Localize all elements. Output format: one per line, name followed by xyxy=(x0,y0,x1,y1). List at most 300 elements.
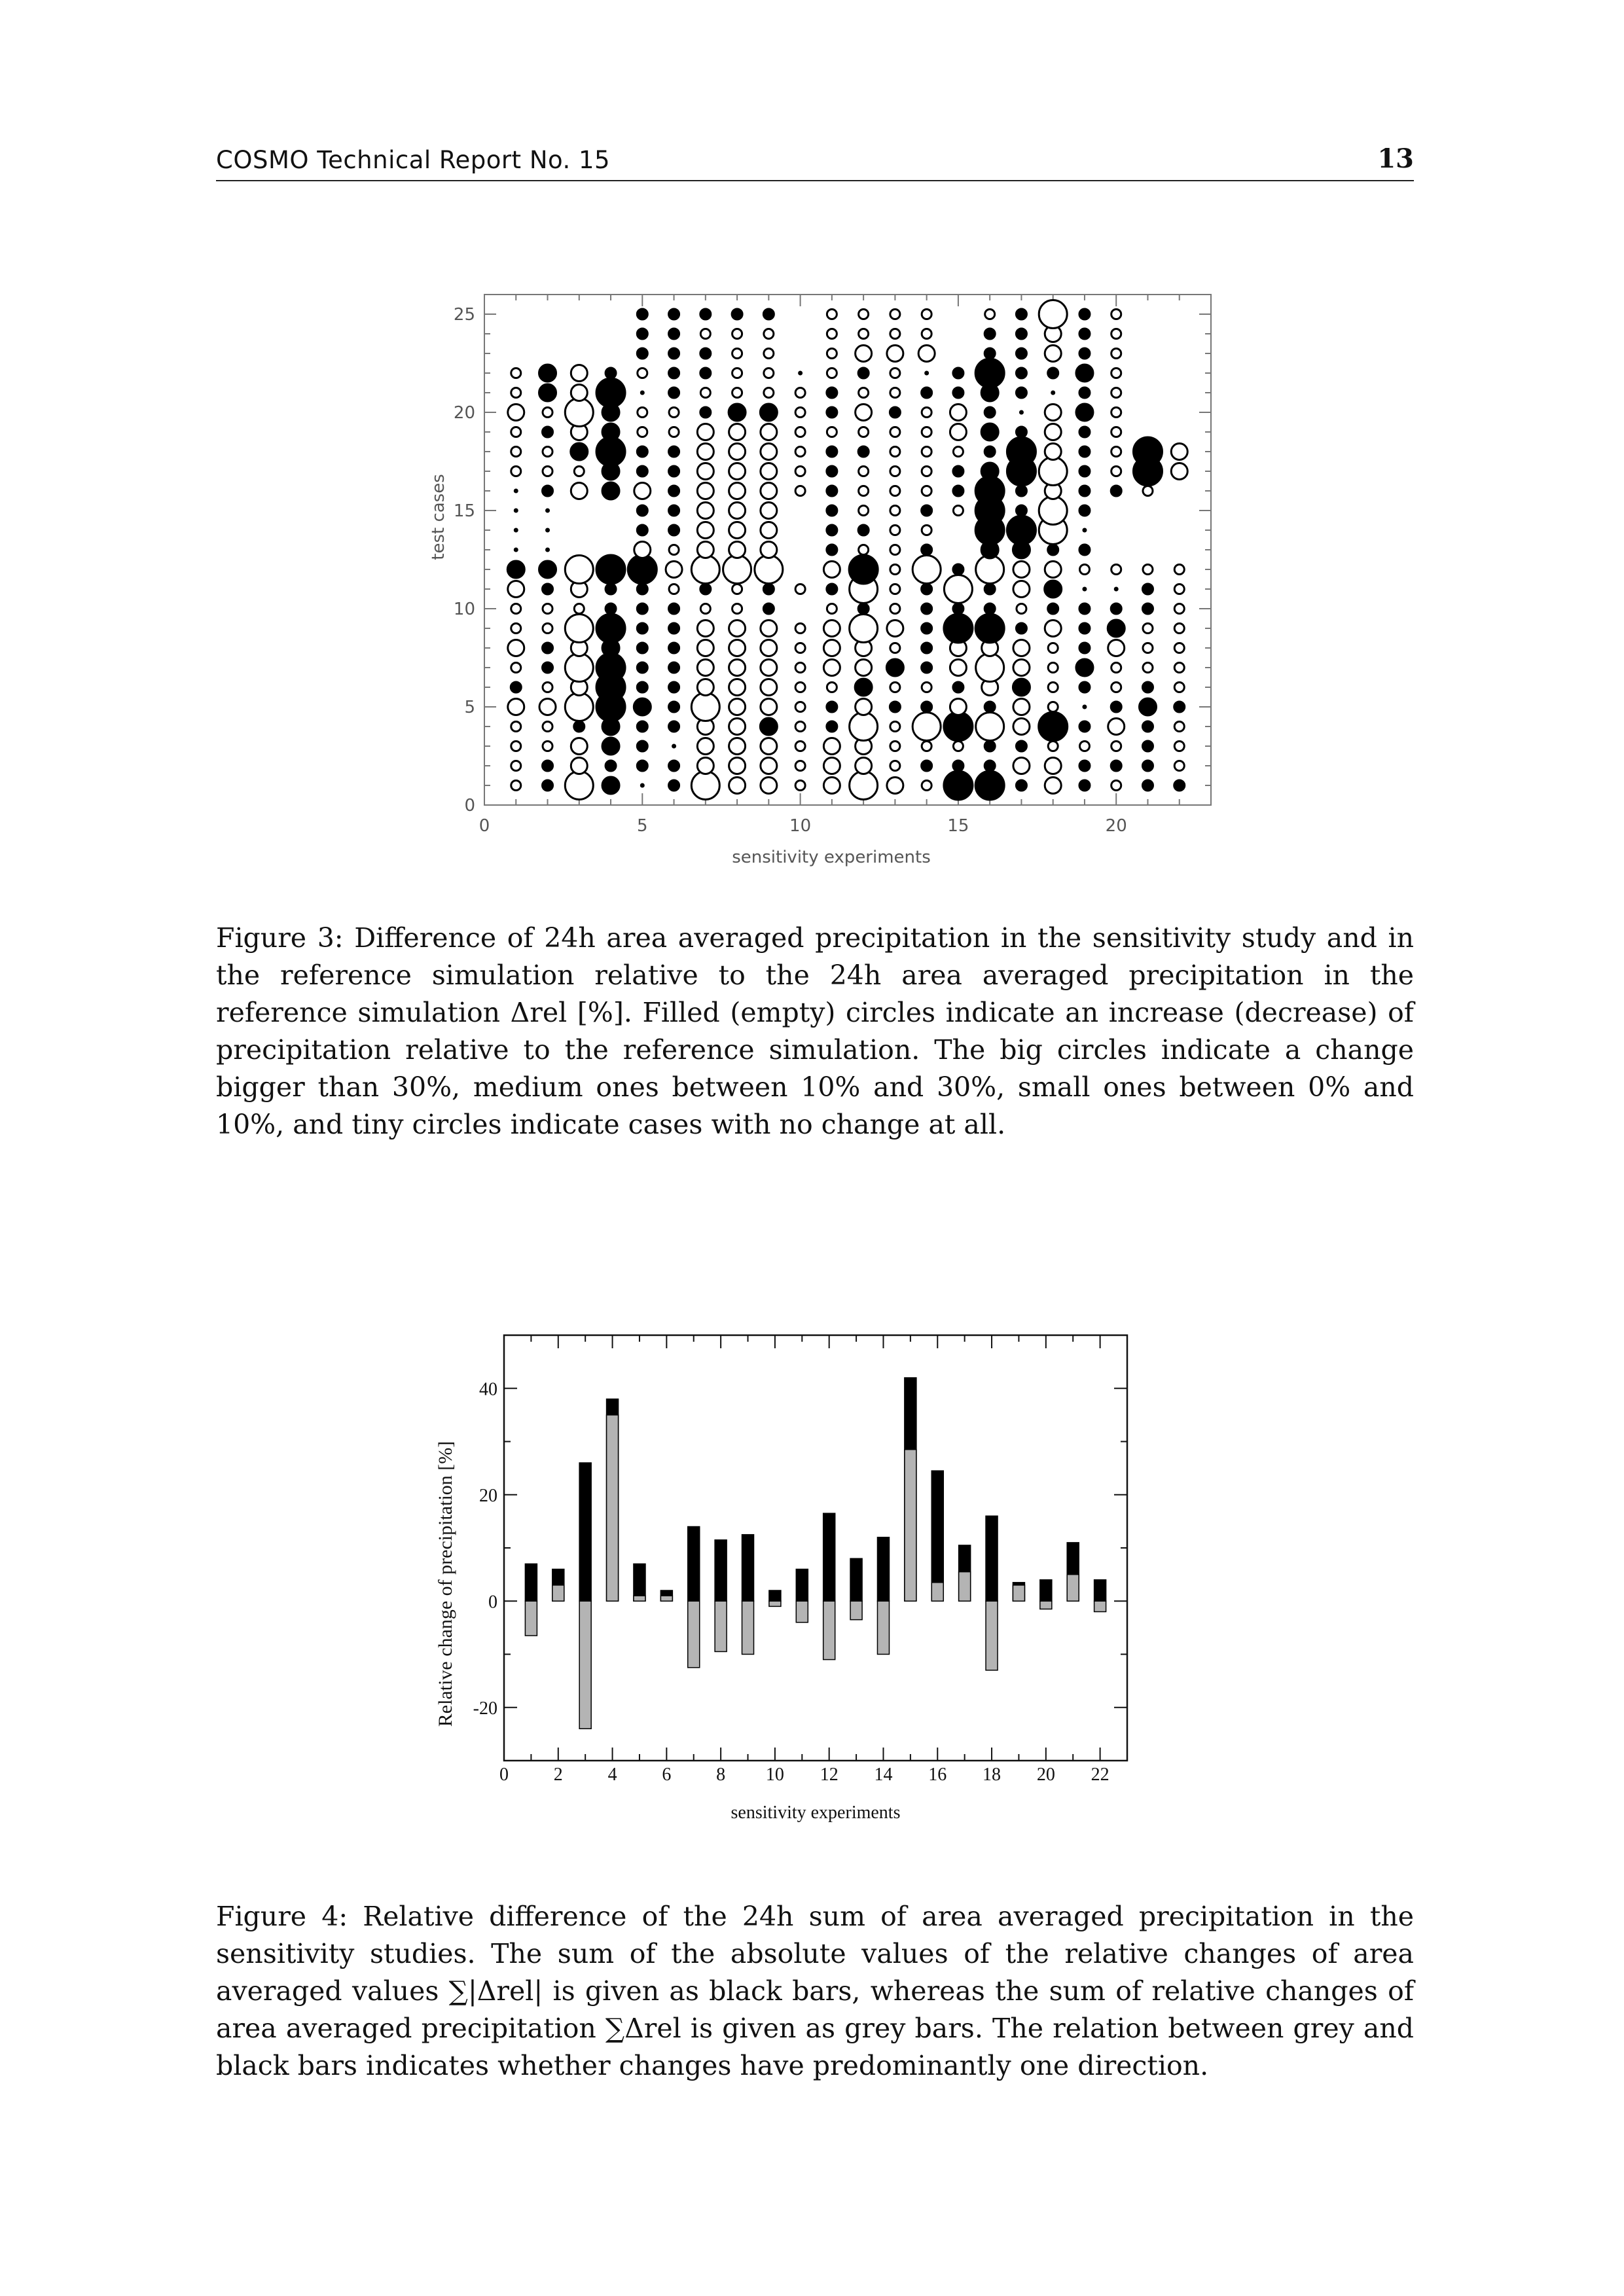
data-point xyxy=(795,486,805,496)
data-point xyxy=(732,349,742,359)
data-point xyxy=(857,446,869,457)
data-point xyxy=(1039,457,1067,486)
data-point xyxy=(1142,760,1153,772)
data-point xyxy=(543,408,552,418)
data-point xyxy=(1079,485,1091,497)
data-point xyxy=(856,758,872,774)
page-number: 13 xyxy=(1377,143,1414,174)
data-point xyxy=(922,486,931,496)
data-point xyxy=(1013,719,1030,735)
data-point xyxy=(668,446,680,457)
x-axis-label: sensitivity experiments xyxy=(732,848,931,867)
bar-sum xyxy=(986,1601,998,1670)
data-point xyxy=(827,683,837,692)
data-point xyxy=(761,522,777,539)
data-point xyxy=(975,613,1005,643)
data-point xyxy=(669,584,679,594)
data-point xyxy=(975,770,1005,800)
bar-abs-sum xyxy=(796,1570,808,1602)
data-point xyxy=(1015,622,1027,634)
data-point xyxy=(640,391,644,395)
data-point xyxy=(1019,410,1023,414)
data-point xyxy=(514,489,518,493)
data-point xyxy=(511,742,521,751)
data-point xyxy=(638,427,647,437)
data-point xyxy=(605,583,617,595)
data-point xyxy=(889,406,901,418)
data-point xyxy=(984,740,996,752)
data-point xyxy=(761,483,777,499)
data-point xyxy=(952,603,964,615)
plot-frame xyxy=(484,295,1211,805)
data-point xyxy=(573,721,585,732)
data-point xyxy=(1111,447,1121,457)
data-point xyxy=(1045,758,1061,774)
data-point xyxy=(795,781,805,791)
data-point xyxy=(761,444,777,460)
data-point xyxy=(823,778,840,794)
data-point xyxy=(514,528,518,532)
x-tick-label: 6 xyxy=(662,1765,672,1785)
data-point xyxy=(1015,426,1027,438)
data-point xyxy=(795,447,805,457)
data-point xyxy=(565,556,593,584)
data-point xyxy=(761,503,777,519)
data-point xyxy=(729,620,746,637)
data-point xyxy=(857,603,869,615)
data-point xyxy=(795,702,805,712)
data-point xyxy=(1015,485,1027,497)
data-point xyxy=(952,367,964,379)
y-tick-label: 25 xyxy=(453,305,475,325)
x-tick-label: 5 xyxy=(637,816,648,836)
data-point xyxy=(985,310,995,319)
data-point xyxy=(850,772,878,800)
data-point xyxy=(729,444,746,460)
data-point xyxy=(826,701,838,713)
data-point xyxy=(859,506,869,516)
bar-abs-sum xyxy=(1040,1580,1052,1602)
data-point xyxy=(565,399,593,427)
data-point xyxy=(764,368,774,378)
data-point xyxy=(729,738,746,755)
data-point xyxy=(634,483,651,499)
bar-sum xyxy=(634,1596,645,1601)
data-point xyxy=(1142,780,1153,791)
data-point xyxy=(943,770,973,800)
y-tick-label: 0 xyxy=(488,1592,497,1613)
bar-abs-sum xyxy=(688,1527,700,1602)
data-point xyxy=(921,760,933,772)
data-point xyxy=(1079,387,1091,399)
data-point xyxy=(636,622,648,634)
data-point xyxy=(922,467,931,476)
bar-sum xyxy=(796,1601,808,1623)
data-point xyxy=(823,738,840,755)
data-point xyxy=(729,699,746,715)
data-point xyxy=(542,583,554,595)
data-point xyxy=(952,387,964,399)
data-point xyxy=(1047,603,1059,615)
data-point xyxy=(697,444,713,460)
data-point xyxy=(921,544,933,556)
data-point xyxy=(636,721,648,732)
data-point xyxy=(1143,624,1153,634)
data-point xyxy=(827,427,837,437)
data-point xyxy=(700,406,712,418)
data-point xyxy=(1079,348,1091,359)
data-point xyxy=(759,403,778,422)
data-point xyxy=(542,642,554,654)
data-point xyxy=(511,467,521,476)
data-point xyxy=(1079,505,1091,516)
data-point xyxy=(507,560,525,579)
bar-abs-sum xyxy=(823,1513,835,1601)
data-point xyxy=(761,758,777,774)
data-point xyxy=(700,329,710,339)
bar-sum xyxy=(823,1601,835,1659)
data-point xyxy=(1039,300,1067,329)
page-header xyxy=(216,141,1414,181)
data-point xyxy=(1079,622,1091,634)
data-point xyxy=(1079,603,1091,615)
data-point xyxy=(826,524,838,536)
data-point xyxy=(1038,711,1068,742)
data-point xyxy=(984,701,996,713)
data-point xyxy=(890,722,900,732)
data-point xyxy=(953,447,963,457)
data-point xyxy=(827,310,837,319)
data-point xyxy=(1174,624,1184,634)
data-point xyxy=(508,640,524,656)
data-point xyxy=(922,683,931,692)
data-point xyxy=(976,713,1004,741)
data-point xyxy=(542,780,554,791)
data-point xyxy=(574,467,584,476)
data-point xyxy=(602,776,620,795)
data-point xyxy=(859,388,869,398)
x-tick-label: 20 xyxy=(1105,816,1127,836)
data-point xyxy=(984,583,996,595)
data-point xyxy=(1045,424,1061,440)
data-point xyxy=(890,683,900,692)
data-point xyxy=(636,662,648,673)
data-point xyxy=(565,772,593,800)
data-point xyxy=(636,348,648,359)
data-point xyxy=(1174,565,1184,575)
data-point xyxy=(859,467,869,476)
data-point xyxy=(1108,640,1125,656)
data-point xyxy=(543,447,552,457)
data-point xyxy=(636,308,648,320)
data-point xyxy=(1142,721,1153,732)
data-point xyxy=(636,524,648,536)
data-point xyxy=(539,384,557,402)
data-point xyxy=(761,738,777,755)
data-point xyxy=(1142,603,1153,615)
data-point xyxy=(1045,562,1061,578)
x-tick-label: 16 xyxy=(928,1765,947,1785)
data-point xyxy=(574,604,584,614)
data-point xyxy=(944,575,972,603)
data-point xyxy=(922,742,931,751)
bar-sum xyxy=(931,1583,943,1601)
data-point xyxy=(636,465,648,477)
data-point xyxy=(729,542,746,558)
y-tick-label: 40 xyxy=(479,1379,497,1400)
data-point xyxy=(508,404,524,421)
data-point xyxy=(918,346,935,362)
data-point xyxy=(984,328,996,340)
data-point xyxy=(912,556,941,584)
data-point xyxy=(1015,780,1027,791)
data-point xyxy=(1174,742,1184,751)
data-point xyxy=(1006,437,1036,467)
data-point xyxy=(511,447,521,457)
x-tick-label: 22 xyxy=(1091,1765,1110,1785)
data-point xyxy=(1174,643,1184,653)
data-point xyxy=(950,660,966,676)
data-point xyxy=(1111,329,1121,339)
data-point xyxy=(827,368,837,378)
data-point xyxy=(795,427,805,437)
y-tick-label: 20 xyxy=(479,1485,497,1506)
data-point xyxy=(668,465,680,477)
x-tick-label: 8 xyxy=(716,1765,726,1785)
data-point xyxy=(921,505,933,516)
data-point xyxy=(1142,583,1153,595)
y-tick-label: -20 xyxy=(473,1698,497,1719)
data-point xyxy=(1048,742,1058,751)
data-point xyxy=(1006,515,1036,545)
data-point xyxy=(984,603,996,615)
data-point xyxy=(514,509,518,512)
data-point xyxy=(596,378,626,408)
data-point xyxy=(976,654,1004,682)
data-point xyxy=(729,522,746,539)
data-point xyxy=(732,604,742,614)
data-point xyxy=(1111,565,1121,575)
data-point xyxy=(1079,426,1091,438)
data-point xyxy=(1013,660,1030,676)
data-point xyxy=(857,367,869,379)
data-point xyxy=(761,424,777,440)
data-point xyxy=(668,622,680,634)
x-tick-label: 15 xyxy=(947,816,969,836)
data-point xyxy=(795,742,805,751)
data-point xyxy=(912,713,941,741)
data-point xyxy=(511,604,521,614)
x-tick-label: 0 xyxy=(499,1765,509,1785)
data-point xyxy=(795,408,805,418)
data-point xyxy=(1111,349,1121,359)
data-point xyxy=(890,486,900,496)
data-point xyxy=(542,426,554,438)
data-point xyxy=(697,679,713,696)
data-point xyxy=(1045,444,1061,460)
bar-sum xyxy=(877,1601,889,1654)
data-point xyxy=(668,505,680,516)
bar-sum xyxy=(607,1415,619,1601)
data-point xyxy=(697,522,713,539)
data-point xyxy=(633,698,651,716)
bar-abs-sum xyxy=(769,1590,781,1601)
data-point xyxy=(546,528,550,532)
data-point xyxy=(1083,587,1087,591)
data-point xyxy=(889,701,901,713)
data-point xyxy=(700,604,710,614)
figure-4-bar-chart xyxy=(432,1322,1152,1833)
data-point xyxy=(1111,742,1121,751)
bar-sum xyxy=(552,1585,564,1601)
data-point xyxy=(508,581,524,598)
data-point xyxy=(700,308,712,320)
data-point xyxy=(922,329,931,339)
data-point xyxy=(890,310,900,319)
data-point xyxy=(697,503,713,519)
data-point xyxy=(1012,678,1030,696)
data-point xyxy=(1017,604,1026,614)
data-point xyxy=(636,505,648,516)
data-point xyxy=(1045,404,1061,421)
data-point xyxy=(732,584,742,594)
data-point xyxy=(543,742,552,751)
y-tick-label: 10 xyxy=(453,600,475,619)
data-point xyxy=(1143,643,1153,653)
bar-sum xyxy=(579,1601,591,1729)
data-point xyxy=(728,403,746,422)
y-axis-label: test cases xyxy=(429,474,448,560)
data-point xyxy=(856,346,872,362)
data-point xyxy=(543,683,552,692)
data-point xyxy=(668,485,680,497)
data-point xyxy=(602,482,620,500)
bar-sum xyxy=(525,1601,537,1636)
data-point xyxy=(1051,391,1055,395)
data-point xyxy=(1015,328,1027,340)
data-point xyxy=(761,463,777,480)
data-point xyxy=(1039,497,1067,525)
data-point xyxy=(732,388,742,398)
data-point xyxy=(1108,719,1125,735)
data-point xyxy=(1111,368,1121,378)
data-point xyxy=(823,758,840,774)
data-point xyxy=(668,603,680,615)
bar-sum xyxy=(1067,1575,1079,1602)
data-point xyxy=(795,643,805,653)
data-point xyxy=(1143,486,1153,496)
data-point xyxy=(761,679,777,696)
data-point xyxy=(731,308,743,320)
data-point xyxy=(761,699,777,715)
data-point xyxy=(543,604,552,614)
data-point xyxy=(850,713,878,741)
data-point xyxy=(795,683,805,692)
data-point xyxy=(634,542,651,558)
data-point xyxy=(510,681,522,693)
data-point xyxy=(1111,388,1121,398)
figure-3-caption: Figure 3: Difference of 24h area averaged precipitation in the sensitivity study and in the reference simulation relative to the 24h area averaged precipitation in the reference simulation Δrel [%]. Filled (empty) circles indicate an increase (decrease) of precipitation relative to the reference simulation. The big circles indicate a change bigger than 30%, medium ones between 10% and 30%, small ones between 0% and 10%, and tiny circles indicate cases with no change at all. xyxy=(216,922,1414,1140)
data-point xyxy=(921,583,933,595)
data-point xyxy=(763,308,774,320)
data-point xyxy=(668,662,680,673)
bar-abs-sum xyxy=(931,1471,943,1601)
data-point xyxy=(826,485,838,497)
data-point xyxy=(761,660,777,676)
data-point xyxy=(1174,604,1184,614)
data-point xyxy=(761,778,777,794)
data-point xyxy=(857,524,869,536)
data-point xyxy=(1079,760,1091,772)
data-point xyxy=(511,781,521,791)
data-point xyxy=(700,583,712,595)
data-point xyxy=(729,719,746,735)
data-point xyxy=(669,545,679,555)
data-point xyxy=(729,778,746,794)
data-point xyxy=(571,385,587,401)
data-point xyxy=(1110,485,1122,497)
data-point xyxy=(953,742,963,751)
data-point xyxy=(887,620,903,637)
data-point xyxy=(761,542,777,558)
data-point xyxy=(921,387,933,399)
data-point xyxy=(764,329,774,339)
x-tick-label: 0 xyxy=(478,816,490,836)
data-point xyxy=(1079,308,1091,320)
data-point xyxy=(1083,705,1087,709)
data-point xyxy=(854,678,873,696)
data-point xyxy=(668,681,680,693)
data-point xyxy=(1075,403,1094,422)
data-point xyxy=(543,624,552,634)
y-tick-label: 5 xyxy=(464,698,475,717)
data-point xyxy=(764,388,774,398)
data-point xyxy=(1138,698,1157,716)
data-point xyxy=(700,367,712,379)
data-point xyxy=(921,642,933,654)
data-point xyxy=(1174,683,1184,692)
data-point xyxy=(1015,387,1027,399)
data-point xyxy=(887,346,903,362)
data-point xyxy=(1079,780,1091,791)
data-point xyxy=(539,560,557,579)
data-point xyxy=(1174,584,1184,594)
bar-sum xyxy=(660,1596,672,1601)
data-point xyxy=(636,446,648,457)
y-axis-label: Relative change of precipitation [%] xyxy=(435,1441,456,1727)
data-point xyxy=(542,662,554,673)
data-point xyxy=(859,486,869,496)
data-point xyxy=(668,387,680,399)
data-point xyxy=(827,349,837,359)
y-tick-label: 15 xyxy=(453,501,475,521)
data-point xyxy=(636,642,648,654)
data-point xyxy=(1174,780,1185,791)
data-point xyxy=(826,446,838,457)
data-point xyxy=(636,603,648,615)
x-tick-label: 10 xyxy=(789,816,812,836)
data-point xyxy=(890,545,900,555)
data-point xyxy=(732,368,742,378)
data-point xyxy=(984,760,996,772)
data-point xyxy=(1048,683,1058,692)
data-point xyxy=(890,506,900,516)
data-point xyxy=(925,371,929,375)
data-point xyxy=(1079,681,1091,693)
data-point xyxy=(511,663,521,673)
x-tick-label: 20 xyxy=(1036,1765,1055,1785)
data-point xyxy=(668,721,680,732)
